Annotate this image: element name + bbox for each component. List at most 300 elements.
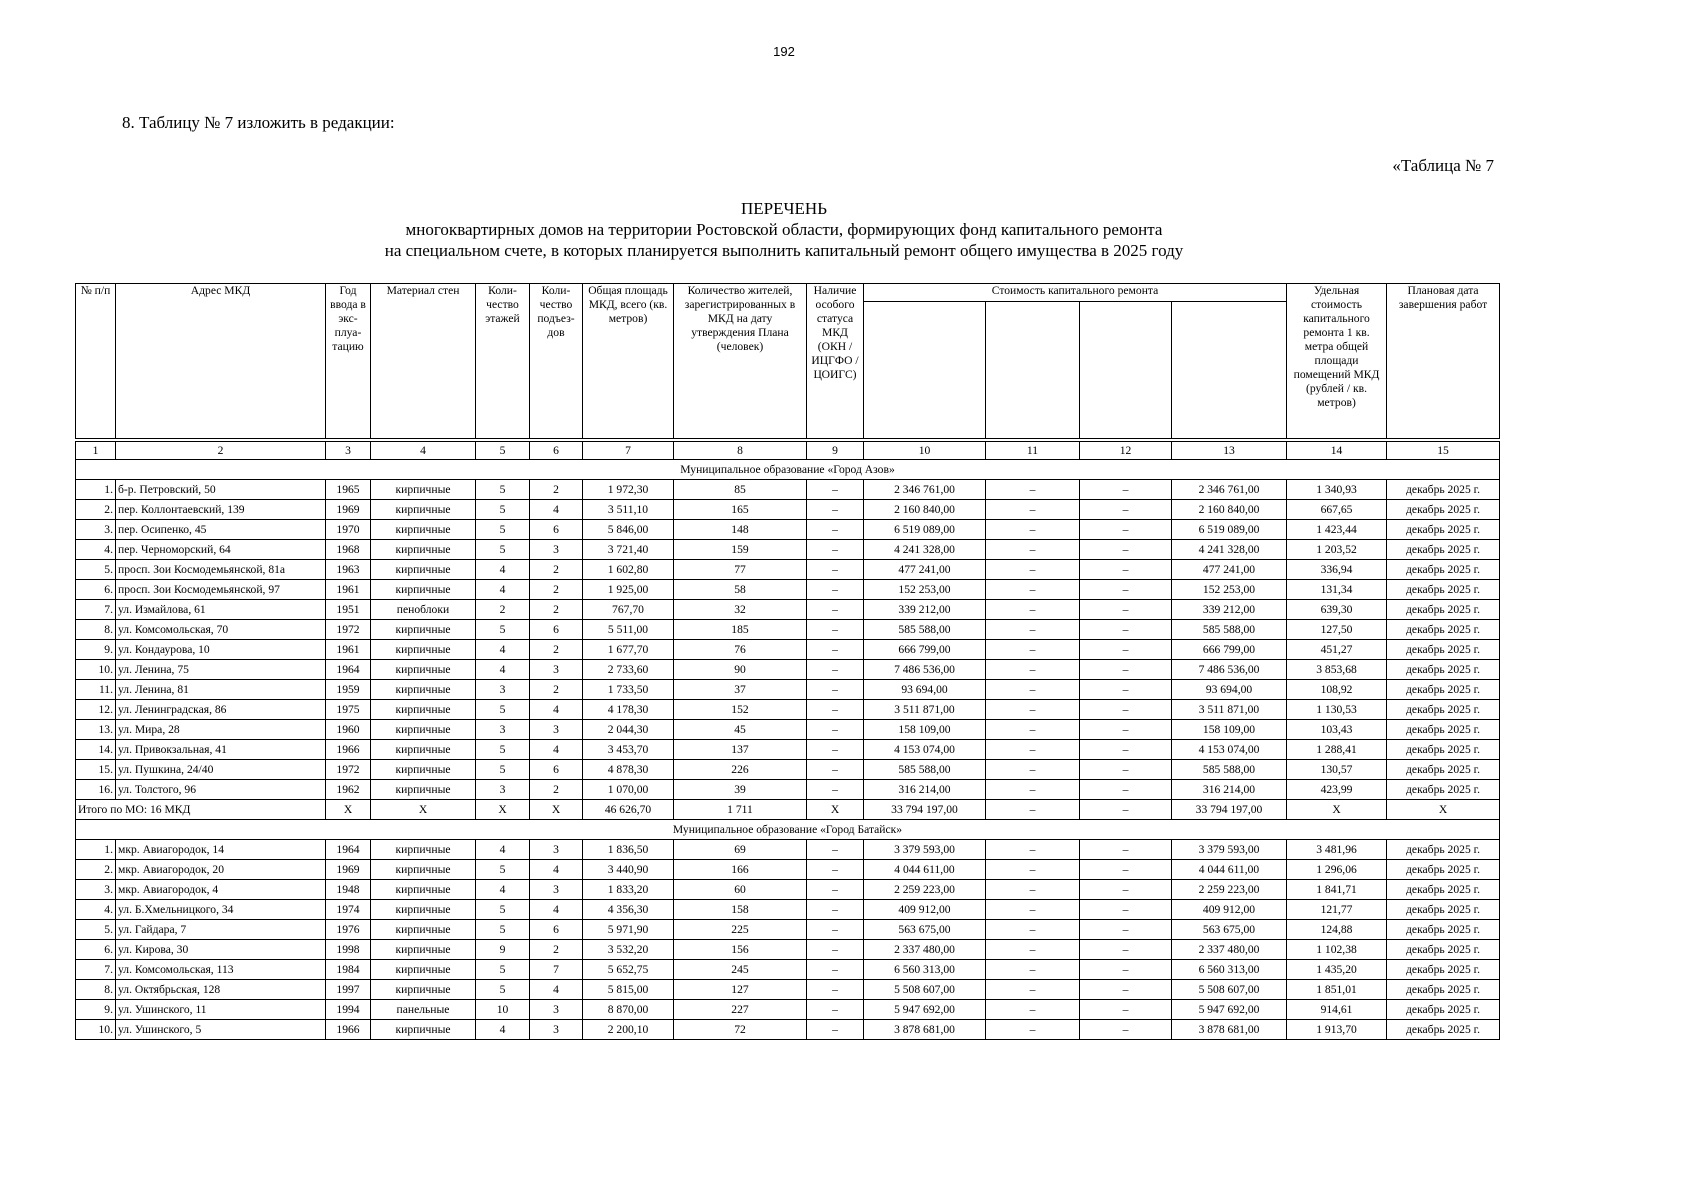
table-cell: 10. xyxy=(76,660,116,680)
table-cell: кирпичные xyxy=(371,900,476,920)
table-cell: 124,88 xyxy=(1287,920,1387,940)
table-cell: 339 212,00 xyxy=(1172,600,1287,620)
table-cell: 914,61 xyxy=(1287,1000,1387,1020)
table-cell: 1969 xyxy=(326,860,371,880)
table-cell: 3 481,96 xyxy=(1287,840,1387,860)
table-row xyxy=(76,580,1500,600)
table-cell: – xyxy=(807,1000,864,1020)
table-cell: 666 799,00 xyxy=(864,640,986,660)
table-cell: 1994 xyxy=(326,1000,371,1020)
table-cell: 4 xyxy=(530,740,583,760)
table-cell: 8 870,00 xyxy=(583,1000,674,1020)
table-cell: 3 xyxy=(530,540,583,560)
address-cell: ул. Ушинского, 5 xyxy=(116,1020,326,1040)
address-cell: ул. Измайлова, 61 xyxy=(116,600,326,620)
table-cell: 585 588,00 xyxy=(864,760,986,780)
table-cell: 127 xyxy=(674,980,807,1000)
address-cell: пер. Черноморский, 64 xyxy=(116,540,326,560)
table-cell: 4 178,30 xyxy=(583,700,674,720)
table-cell: 409 912,00 xyxy=(1172,900,1287,920)
table-cell: 3 721,40 xyxy=(583,540,674,560)
table-cell: 3 xyxy=(530,840,583,860)
table-cell: 1 677,70 xyxy=(583,640,674,660)
table-row xyxy=(76,900,1500,920)
address-cell: ул. Кондаурова, 10 xyxy=(116,640,326,660)
table-cell: 1948 xyxy=(326,880,371,900)
table-cell: 3 xyxy=(476,720,530,740)
table-cell: 158 xyxy=(674,900,807,920)
address-cell: ул. Привокзальная, 41 xyxy=(116,740,326,760)
table-row xyxy=(76,560,1500,580)
address-cell: ул. Ленинградская, 86 xyxy=(116,700,326,720)
table-cell: кирпичные xyxy=(371,700,476,720)
table-cell: 15. xyxy=(76,760,116,780)
table-cell: 3 878 681,00 xyxy=(864,1020,986,1040)
table-cell: – xyxy=(986,500,1080,520)
table-cell: 1959 xyxy=(326,680,371,700)
table-cell: – xyxy=(986,560,1080,580)
header-cost-11 xyxy=(986,302,1080,439)
table-row xyxy=(76,520,1500,540)
table-cell: 477 241,00 xyxy=(864,560,986,580)
table-cell: 666 799,00 xyxy=(1172,640,1287,660)
table-cell: 7 486 536,00 xyxy=(1172,660,1287,680)
table-cell: 1975 xyxy=(326,700,371,720)
table-cell: – xyxy=(1080,960,1172,980)
table-cell: 4 044 611,00 xyxy=(864,860,986,880)
table-cell: кирпичные xyxy=(371,860,476,880)
table-cell: 1 925,00 xyxy=(583,580,674,600)
table-cell: – xyxy=(807,920,864,940)
table-cell: 245 xyxy=(674,960,807,980)
table-cell: 5 652,75 xyxy=(583,960,674,980)
table-cell: кирпичные xyxy=(371,1020,476,1040)
table-cell: 1963 xyxy=(326,560,371,580)
table-cell: кирпичные xyxy=(371,740,476,760)
table-cell: кирпичные xyxy=(371,980,476,1000)
table-cell: 9 xyxy=(476,940,530,960)
table-cell: 423,99 xyxy=(1287,780,1387,800)
table-cell: 5 815,00 xyxy=(583,980,674,1000)
table-row xyxy=(76,740,1500,760)
table-cell: 667,65 xyxy=(1287,500,1387,520)
header-address: Адрес МКД xyxy=(116,284,326,439)
table-cell: 2 259 223,00 xyxy=(864,880,986,900)
table-cell: – xyxy=(1080,900,1172,920)
table-row xyxy=(76,840,1500,860)
table-cell: кирпичные xyxy=(371,640,476,660)
table-cell: 4. xyxy=(76,900,116,920)
address-cell: ул. Ленина, 75 xyxy=(116,660,326,680)
table-cell: – xyxy=(1080,940,1172,960)
table-cell: 585 588,00 xyxy=(1172,760,1287,780)
table-cell: 9. xyxy=(76,640,116,660)
table-cell: – xyxy=(807,520,864,540)
total-cell: X xyxy=(326,800,371,820)
table-cell: кирпичные xyxy=(371,520,476,540)
table-cell: – xyxy=(986,480,1080,500)
table-cell: кирпичные xyxy=(371,660,476,680)
table-cell: 1951 xyxy=(326,600,371,620)
instruction-text: 8. Таблицу № 7 изложить в редакции: xyxy=(122,113,395,132)
table-cell: 1976 xyxy=(326,920,371,940)
table-cell: 130,57 xyxy=(1287,760,1387,780)
table-cell: 152 xyxy=(674,700,807,720)
table-cell: 4 153 074,00 xyxy=(864,740,986,760)
table-cell: 316 214,00 xyxy=(864,780,986,800)
table-cell: 11. xyxy=(76,680,116,700)
table-cell: 1 833,20 xyxy=(583,880,674,900)
table-cell: – xyxy=(1080,480,1172,500)
column-numbers-row xyxy=(76,442,1500,460)
table-cell: 90 xyxy=(674,660,807,680)
table-cell: – xyxy=(1080,860,1172,880)
table-cell: декабрь 2025 г. xyxy=(1387,760,1500,780)
table-cell: 3 379 593,00 xyxy=(864,840,986,860)
title-line-3: на специальном счете, в которых планируется выполнить капитальный ремонт общего имущества в 2025 году xyxy=(384,241,1184,260)
table-cell: – xyxy=(986,660,1080,680)
table-row xyxy=(76,960,1500,980)
table-cell: 1. xyxy=(76,840,116,860)
column-number: 14 xyxy=(1287,442,1387,460)
total-cell: X xyxy=(530,800,583,820)
table-cell: 5 xyxy=(476,860,530,880)
title-line-1: ПЕРЕЧЕНЬ xyxy=(741,199,827,218)
table-cell: 5. xyxy=(76,920,116,940)
table-cell: 639,30 xyxy=(1287,600,1387,620)
table-cell: – xyxy=(986,680,1080,700)
table-cell: декабрь 2025 г. xyxy=(1387,620,1500,640)
column-number: 1 xyxy=(76,442,116,460)
table-cell: – xyxy=(807,860,864,880)
table-cell: – xyxy=(986,580,1080,600)
table-cell: 1 972,30 xyxy=(583,480,674,500)
table-cell: – xyxy=(807,720,864,740)
table-cell: 1 435,20 xyxy=(1287,960,1387,980)
total-cell: X xyxy=(1287,800,1387,820)
table-cell: 185 xyxy=(674,620,807,640)
table-cell: 1961 xyxy=(326,640,371,660)
table-cell: 7. xyxy=(76,600,116,620)
table-cell: 165 xyxy=(674,500,807,520)
table-cell: декабрь 2025 г. xyxy=(1387,1000,1500,1020)
table-cell: 5 511,00 xyxy=(583,620,674,640)
table-cell: 1970 xyxy=(326,520,371,540)
table-row xyxy=(76,1020,1500,1040)
total-cell: – xyxy=(1080,800,1172,820)
total-cell: X xyxy=(807,800,864,820)
table-cell: 3 878 681,00 xyxy=(1172,1020,1287,1040)
table-cell: 1984 xyxy=(326,960,371,980)
table-cell: 4 xyxy=(476,880,530,900)
table-cell: декабрь 2025 г. xyxy=(1387,660,1500,680)
table-cell: – xyxy=(807,640,864,660)
table-cell: 5 508 607,00 xyxy=(1172,980,1287,1000)
document-title xyxy=(0,198,1568,261)
table-cell: – xyxy=(1080,920,1172,940)
table-cell: кирпичные xyxy=(371,920,476,940)
table-cell: – xyxy=(1080,1000,1172,1020)
table-cell: – xyxy=(986,1000,1080,1020)
table-row xyxy=(76,500,1500,520)
column-number: 10 xyxy=(864,442,986,460)
table-cell: 2. xyxy=(76,860,116,880)
header-number: № п/п xyxy=(76,284,116,439)
table-cell: 5 xyxy=(476,900,530,920)
table-cell: 316 214,00 xyxy=(1172,780,1287,800)
table-cell: 1 851,01 xyxy=(1287,980,1387,1000)
title-line-2: многоквартирных домов на территории Ростовской области, формирующих фонд капитального ремонта xyxy=(405,220,1163,239)
header-floors: Коли-чество этажей xyxy=(476,284,530,439)
table-header xyxy=(76,284,1500,460)
table-cell: – xyxy=(1080,780,1172,800)
table-cell: декабрь 2025 г. xyxy=(1387,860,1500,880)
table-cell: 8. xyxy=(76,620,116,640)
table-cell: 563 675,00 xyxy=(1172,920,1287,940)
table-cell: 10 xyxy=(476,1000,530,1020)
table-cell: декабрь 2025 г. xyxy=(1387,740,1500,760)
table-cell: 3 440,90 xyxy=(583,860,674,880)
table-cell: 5 846,00 xyxy=(583,520,674,540)
table-cell: 3 xyxy=(530,660,583,680)
table-cell: 1961 xyxy=(326,580,371,600)
table-row xyxy=(76,660,1500,680)
table-cell: 4 878,30 xyxy=(583,760,674,780)
table-cell: кирпичные xyxy=(371,880,476,900)
table-cell: пеноблоки xyxy=(371,600,476,620)
table-cell: – xyxy=(807,940,864,960)
table-cell: декабрь 2025 г. xyxy=(1387,1020,1500,1040)
header-residents: Количество жителей, зарегистрированных в МКД на дату утверждения Плана (человек) xyxy=(674,284,807,439)
table-cell: – xyxy=(1080,600,1172,620)
table-cell: – xyxy=(807,660,864,680)
table-cell: декабрь 2025 г. xyxy=(1387,900,1500,920)
address-cell: мкр. Авиагородок, 20 xyxy=(116,860,326,880)
table-cell: 336,94 xyxy=(1287,560,1387,580)
table-cell: – xyxy=(986,760,1080,780)
table-cell: – xyxy=(1080,620,1172,640)
table-cell: 72 xyxy=(674,1020,807,1040)
table-cell: 5 xyxy=(476,980,530,1000)
table-cell: 1 296,06 xyxy=(1287,860,1387,880)
table-cell: 1964 xyxy=(326,660,371,680)
total-label: Итого по МО: 16 МКД xyxy=(76,800,326,820)
table-cell: 1972 xyxy=(326,760,371,780)
table-cell: – xyxy=(1080,840,1172,860)
houses-table xyxy=(75,283,1500,1040)
table-cell: – xyxy=(1080,640,1172,660)
address-cell: ул. Пушкина, 24/40 xyxy=(116,760,326,780)
address-cell: ул. Мира, 28 xyxy=(116,720,326,740)
table-cell: декабрь 2025 г. xyxy=(1387,720,1500,740)
column-number: 4 xyxy=(371,442,476,460)
table-cell: 6. xyxy=(76,580,116,600)
table-cell: 4 xyxy=(530,700,583,720)
table-cell: 2 xyxy=(530,560,583,580)
table-cell: 5 xyxy=(476,540,530,560)
table-cell: декабрь 2025 г. xyxy=(1387,880,1500,900)
table-cell: 6 xyxy=(530,520,583,540)
table-cell: 93 694,00 xyxy=(864,680,986,700)
table-row xyxy=(76,620,1500,640)
table-cell: – xyxy=(1080,740,1172,760)
table-cell: 1 102,38 xyxy=(1287,940,1387,960)
header-repair-cost: Стоимость капитального ремонта xyxy=(864,284,1287,302)
table-cell: – xyxy=(807,840,864,860)
column-number: 3 xyxy=(326,442,371,460)
table-cell: декабрь 2025 г. xyxy=(1387,840,1500,860)
table-row xyxy=(76,700,1500,720)
table-cell: 93 694,00 xyxy=(1172,680,1287,700)
table-cell: 5 xyxy=(476,480,530,500)
table-row xyxy=(76,480,1500,500)
column-number: 2 xyxy=(116,442,326,460)
table-cell: – xyxy=(986,960,1080,980)
header-cost-10 xyxy=(864,302,986,439)
table-row xyxy=(76,920,1500,940)
table-cell: 1997 xyxy=(326,980,371,1000)
table-row xyxy=(76,680,1500,700)
table-cell: 2 346 761,00 xyxy=(1172,480,1287,500)
table-cell: 563 675,00 xyxy=(864,920,986,940)
table-cell: 76 xyxy=(674,640,807,660)
header-cost-13 xyxy=(1172,302,1287,439)
table-cell: 10. xyxy=(76,1020,116,1040)
table-cell: декабрь 2025 г. xyxy=(1387,560,1500,580)
table-row xyxy=(76,860,1500,880)
address-cell: пер. Осипенко, 45 xyxy=(116,520,326,540)
total-cell: X xyxy=(476,800,530,820)
table-cell: 13. xyxy=(76,720,116,740)
address-cell: мкр. Авиагородок, 14 xyxy=(116,840,326,860)
table-cell: 158 109,00 xyxy=(1172,720,1287,740)
table-cell: – xyxy=(986,880,1080,900)
column-number: 7 xyxy=(583,442,674,460)
table-cell: – xyxy=(986,900,1080,920)
table-cell: кирпичные xyxy=(371,560,476,580)
table-cell: 37 xyxy=(674,680,807,700)
table-cell: 148 xyxy=(674,520,807,540)
table-cell: 1 130,53 xyxy=(1287,700,1387,720)
table-cell: – xyxy=(807,900,864,920)
address-cell: ул. Б.Хмельницкого, 34 xyxy=(116,900,326,920)
table-cell: декабрь 2025 г. xyxy=(1387,940,1500,960)
table-cell: – xyxy=(807,960,864,980)
header-year: Год ввода в экс-плуа-тацию xyxy=(326,284,371,439)
table-cell: 12. xyxy=(76,700,116,720)
table-cell: декабрь 2025 г. xyxy=(1387,780,1500,800)
total-cell: – xyxy=(986,800,1080,820)
table-cell: – xyxy=(986,720,1080,740)
table-cell: – xyxy=(807,600,864,620)
table-cell: 585 588,00 xyxy=(864,620,986,640)
section-title: Муниципальное образование «Город Батайск» xyxy=(76,820,1500,840)
table-cell: 1 423,44 xyxy=(1287,520,1387,540)
table-cell: – xyxy=(807,780,864,800)
table-cell: 1 836,50 xyxy=(583,840,674,860)
table-cell: декабрь 2025 г. xyxy=(1387,540,1500,560)
table-cell: – xyxy=(1080,580,1172,600)
table-cell: 3 379 593,00 xyxy=(1172,840,1287,860)
table-cell: 3 511 871,00 xyxy=(1172,700,1287,720)
table-cell: 4 xyxy=(476,640,530,660)
table-cell: 1966 xyxy=(326,740,371,760)
table-cell: 158 109,00 xyxy=(864,720,986,740)
table-cell: 69 xyxy=(674,840,807,860)
table-cell: 4 xyxy=(476,580,530,600)
table-cell: 1 203,52 xyxy=(1287,540,1387,560)
table-cell: – xyxy=(986,740,1080,760)
table-cell: 4 xyxy=(476,660,530,680)
table-cell: 1962 xyxy=(326,780,371,800)
table-cell: кирпичные xyxy=(371,760,476,780)
table-cell: 5 xyxy=(476,520,530,540)
table-cell: 1998 xyxy=(326,940,371,960)
table-cell: 4 xyxy=(476,840,530,860)
table-cell: – xyxy=(1080,1020,1172,1040)
table-cell: 2 xyxy=(530,600,583,620)
table-cell: – xyxy=(1080,520,1172,540)
table-cell: 1969 xyxy=(326,500,371,520)
table-cell: 2 160 840,00 xyxy=(864,500,986,520)
address-cell: просп. Зои Космодемьянской, 97 xyxy=(116,580,326,600)
header-cost-12 xyxy=(1080,302,1172,439)
table-cell: 3 xyxy=(530,720,583,740)
address-cell: ул. Комсомольская, 70 xyxy=(116,620,326,640)
table-cell: 2 xyxy=(530,640,583,660)
table-cell: 2. xyxy=(76,500,116,520)
table-cell: – xyxy=(807,740,864,760)
table-cell: 2 xyxy=(530,940,583,960)
table-cell: 3 511 871,00 xyxy=(864,700,986,720)
table-cell: кирпичные xyxy=(371,780,476,800)
table-cell: 131,34 xyxy=(1287,580,1387,600)
table-cell: 3 xyxy=(476,780,530,800)
table-cell: 477 241,00 xyxy=(1172,560,1287,580)
table-cell: – xyxy=(1080,660,1172,680)
address-cell: ул. Ленина, 81 xyxy=(116,680,326,700)
total-cell: 46 626,70 xyxy=(583,800,674,820)
total-cell: 33 794 197,00 xyxy=(864,800,986,820)
table-cell: – xyxy=(807,680,864,700)
table-cell: 6 560 313,00 xyxy=(864,960,986,980)
table-cell: декабрь 2025 г. xyxy=(1387,500,1500,520)
table-cell: 5 xyxy=(476,960,530,980)
table-cell: 5 xyxy=(476,700,530,720)
total-row xyxy=(76,800,1500,820)
table-cell: декабрь 2025 г. xyxy=(1387,920,1500,940)
table-cell: 5 xyxy=(476,740,530,760)
table-cell: кирпичные xyxy=(371,720,476,740)
table-cell: 4 xyxy=(530,500,583,520)
table-cell: 226 xyxy=(674,760,807,780)
table-cell: 2 337 480,00 xyxy=(864,940,986,960)
table-cell: 4 xyxy=(530,900,583,920)
table-cell: 1 340,93 xyxy=(1287,480,1387,500)
column-number: 5 xyxy=(476,442,530,460)
section-header-row xyxy=(76,820,1500,840)
table-cell: 451,27 xyxy=(1287,640,1387,660)
table-cell: кирпичные xyxy=(371,540,476,560)
table-cell: 2 733,60 xyxy=(583,660,674,680)
table-cell: декабрь 2025 г. xyxy=(1387,980,1500,1000)
table-cell: 108,92 xyxy=(1287,680,1387,700)
table-cell: 3. xyxy=(76,520,116,540)
table-cell: кирпичные xyxy=(371,840,476,860)
table-cell: – xyxy=(1080,880,1172,900)
table-cell: 32 xyxy=(674,600,807,620)
table-row xyxy=(76,640,1500,660)
